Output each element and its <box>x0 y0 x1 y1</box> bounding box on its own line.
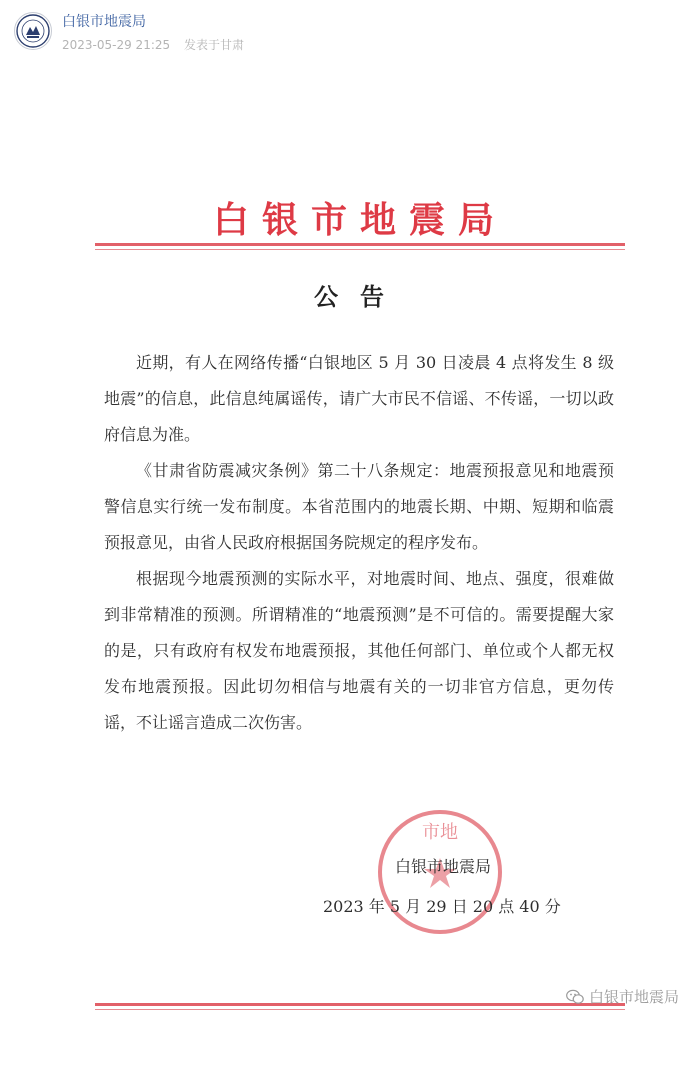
notice-body <box>104 345 614 741</box>
signature-org: 白银市地震局 <box>395 857 492 876</box>
wechat-watermark <box>566 986 679 1007</box>
signature-date: 2023 年 5 月 29 日 20 点 40 分 <box>323 897 561 916</box>
paragraph-1: 近期，有人在网络传播“白银地区 5 月 30 日凌晨 4 点将发生 8 级地震”的信息，此信息纯属谣传，请广大市民不信谣、不传谣，一切以政府信息为准。 <box>104 353 614 444</box>
avatar[interactable] <box>14 12 52 50</box>
post-date: 2023-05-29 21:25 <box>62 38 171 52</box>
footer-divider-thin <box>95 1009 625 1010</box>
paragraph-2: 《甘肃省防震减灾条例》第二十八条规定：地震预报意见和地震预警信息实行统一发布制度。本省范围内的地震长期、中期、短期和临震预报意见，由省人民政府根据国务院规定的程序发布。 <box>104 461 614 552</box>
wechat-icon <box>566 989 584 1005</box>
notice-title: 公告 <box>314 282 406 311</box>
footer-divider <box>95 1003 625 1006</box>
post-header <box>0 0 693 60</box>
svg-text:市地: 市地 <box>422 822 458 843</box>
paragraph-3: 根据现今地震预测的实际水平，对地震时间、地点、强度，很难做到非常精准的预测。所谓精准的“地震预测”是不可信的。需要提醒大家的是，只有政府有权发布地震预报，其他任何部门、单位或个人都无权发布地震预报。因此切勿相信与地震有关的一切非官方信息，更勿传谣，不让谣言造成二次伤害。 <box>104 569 614 732</box>
header-divider <box>95 243 625 246</box>
header-divider-thin <box>95 249 625 250</box>
notice-document <box>0 60 693 1074</box>
org-title: 白银市地震局 <box>212 199 507 241</box>
watermark-text: 白银市地震局 <box>588 988 679 1006</box>
post-meta <box>62 36 244 53</box>
account-name[interactable]: 白银市地震局 <box>62 14 146 30</box>
post-location: 发表于甘肃 <box>183 38 244 52</box>
